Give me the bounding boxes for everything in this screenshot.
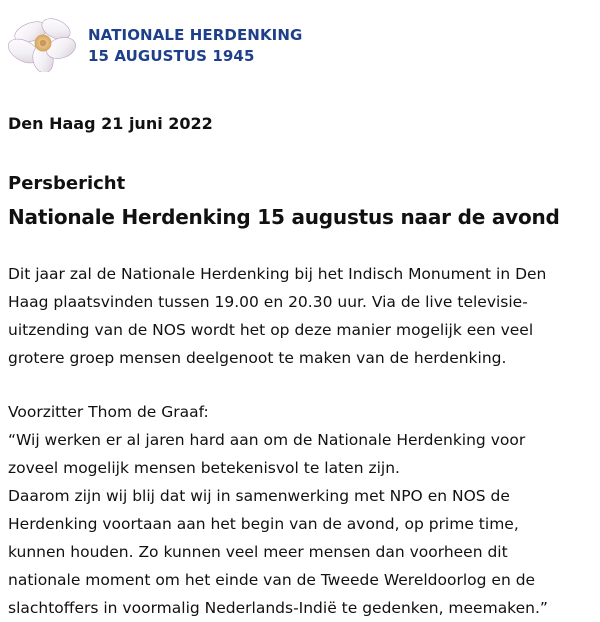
frangipani-flower-icon bbox=[8, 14, 78, 72]
press-release-label: Persbericht bbox=[8, 173, 126, 194]
quote-speaker: Voorzitter Thom de Graaf: bbox=[8, 403, 209, 421]
paragraph-line: Haag plaatsvinden tussen 19.00 en 20.30 uur. Via de live televisie- bbox=[8, 293, 528, 311]
organization-date: 15 AUGUSTUS 1945 bbox=[88, 47, 255, 65]
quote-line: Daarom zijn wij blij dat wij in samenwerking met NPO en NOS de bbox=[8, 487, 510, 505]
quote-line: nationale moment om het einde van de Tweede Wereldoorlog en de bbox=[8, 571, 536, 589]
quote-line: zoveel mogelijk mensen betekenisvol te laten zijn. bbox=[8, 459, 400, 477]
paragraph-line: Dit jaar zal de Nationale Herdenking bij het Indisch Monument in Den bbox=[8, 265, 547, 283]
quote-line: “Wij werken er al jaren hard aan om de Nationale Herdenking voor bbox=[8, 431, 526, 449]
page-title: Nationale Herdenking 15 augustus naar de avond bbox=[8, 205, 560, 229]
intro-paragraph bbox=[8, 260, 598, 372]
quote-line: Herdenking voortaan aan het begin van de avond, op prime time, bbox=[8, 515, 519, 533]
organization-name: NATIONALE HERDENKING bbox=[88, 26, 303, 44]
paragraph-line: grotere groep mensen deelgenoot te maken van de herdenking. bbox=[8, 349, 507, 367]
quote-line: kunnen houden. Zo kunnen veel meer mensen dan voorheen dit bbox=[8, 543, 508, 561]
quote-line: slachtoffers in voormalig Nederlands-Indië te gedenken, meemaken.” bbox=[8, 599, 548, 617]
paragraph-line: uitzending van de NOS wordt het op deze manier mogelijk een veel bbox=[8, 321, 534, 339]
quote-paragraph bbox=[8, 398, 598, 622]
dateline: Den Haag 21 juni 2022 bbox=[8, 114, 213, 133]
